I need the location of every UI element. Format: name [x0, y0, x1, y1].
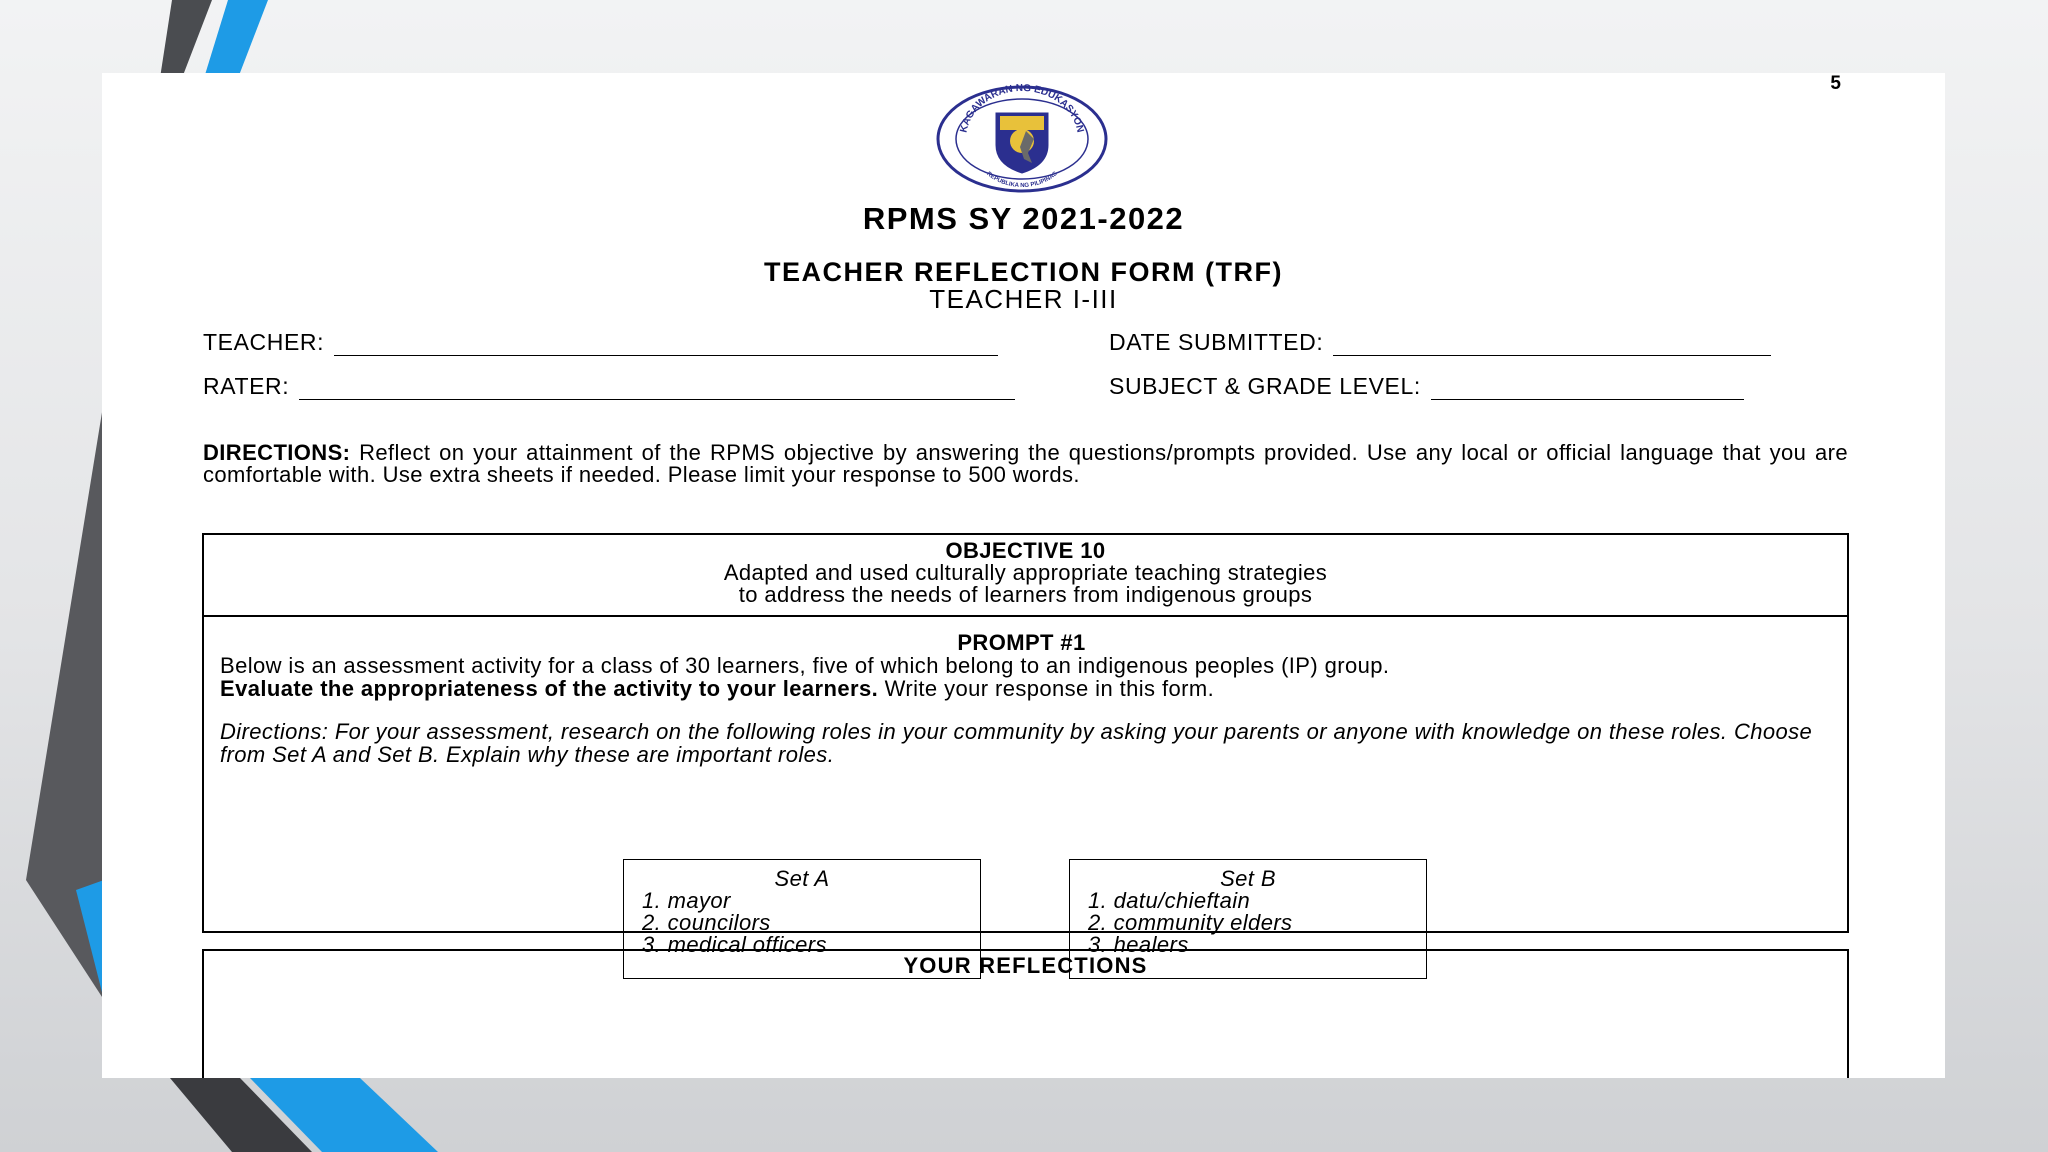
objective-header: [204, 535, 1847, 617]
document-page: [102, 73, 1945, 1078]
set-a-item: 2. councilors: [642, 910, 771, 935]
date-submitted-field[interactable]: [1109, 329, 1771, 356]
directions-paragraph: [203, 442, 1848, 486]
prompt-text: [220, 654, 1823, 700]
prompt-bold-text: Evaluate the appropriateness of the activity to your learners.: [220, 676, 879, 701]
date-submitted-label: DATE SUBMITTED:: [1109, 329, 1324, 355]
set-b-item: 1. datu/chieftain: [1088, 888, 1251, 913]
set-b-item: 3. healers: [1088, 932, 1189, 957]
reflections-heading: YOUR REFLECTIONS: [903, 953, 1148, 978]
prompt-section: [204, 617, 1847, 766]
prompt-text-2: Write your response in this form.: [878, 676, 1215, 701]
objective-line-2: to address the needs of learners from indigenous groups: [738, 582, 1313, 607]
teacher-label: TEACHER:: [203, 329, 325, 355]
rater-label: RATER:: [203, 373, 290, 399]
teacher-field[interactable]: [203, 329, 998, 356]
directions-text: Reflect on your attainment of the RPMS objective by answering the questions/prompts provided. Use any local or official language that you are comfortable with. Use extra sheets if needed. Please limit your response to 500 words.: [203, 440, 1848, 487]
svg-text:REPUBLIKA NG PILIPINAS: REPUBLIKA NG PILIPINAS: [985, 170, 1059, 190]
subject-grade-line[interactable]: [1431, 379, 1744, 400]
deped-seal-logo: [934, 83, 1110, 193]
prompt-heading: PROMPT #1: [957, 630, 1086, 655]
form-subtitle: TEACHER I-III: [929, 284, 1118, 314]
reflections-box[interactable]: [202, 949, 1849, 1078]
date-submitted-line[interactable]: [1333, 335, 1771, 356]
document-title: RPMS SY 2021-2022: [862, 201, 1185, 236]
subject-grade-field[interactable]: [1109, 373, 1744, 400]
prompt-text-1: Below is an assessment activity for a class of 30 learners, five of which belong to an indigenous peoples (IP) group.: [220, 653, 1390, 678]
page-number: 5: [1830, 73, 1841, 94]
rater-field[interactable]: [203, 373, 1015, 400]
teacher-line[interactable]: [334, 335, 998, 356]
objective-heading: OBJECTIVE 10: [945, 538, 1106, 563]
prompt-directions: Directions: For your assessment, research on the following roles in your community by asking your parents or anyone with knowledge on these roles. Choose from Set A and Set B. Explain why these are important roles.: [220, 719, 1813, 767]
svg-text:KAGAWARAN NG EDUKASYON: KAGAWARAN NG EDUKASYON: [958, 83, 1086, 134]
set-a-item: 1. mayor: [642, 888, 731, 913]
objective-box: [202, 533, 1849, 933]
directions-label: DIRECTIONS:: [203, 440, 351, 465]
set-a-title: Set A: [774, 866, 830, 891]
set-a-item: 3. medical officers: [642, 932, 827, 957]
set-b-title: Set B: [1220, 866, 1276, 891]
form-title: TEACHER REFLECTION FORM (TRF): [764, 257, 1283, 287]
objective-line-1: Adapted and used culturally appropriate teaching strategies: [723, 560, 1328, 585]
set-b-item: 2. community elders: [1088, 910, 1293, 935]
rater-line[interactable]: [299, 379, 1015, 400]
subject-grade-label: SUBJECT & GRADE LEVEL:: [1109, 373, 1421, 399]
